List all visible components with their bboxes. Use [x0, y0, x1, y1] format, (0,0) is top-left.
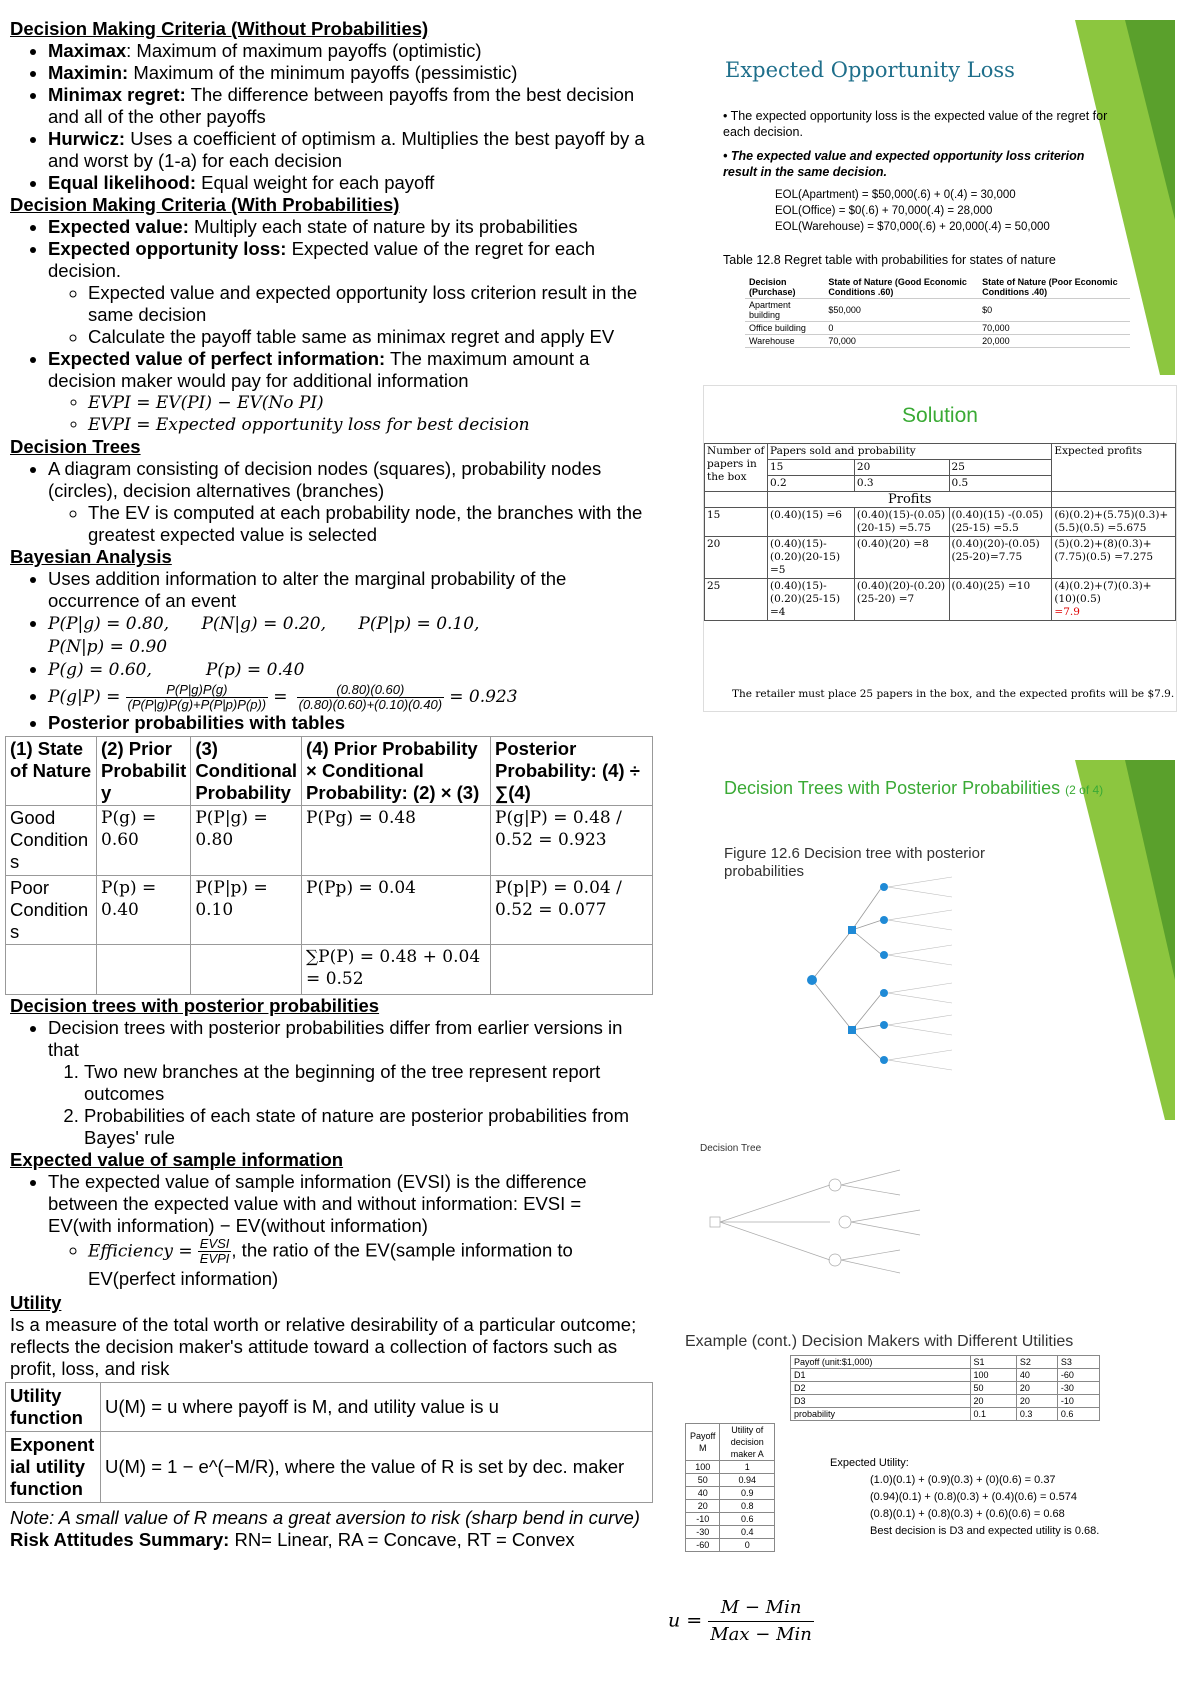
heading-evsi: Expected value of sample information [10, 1149, 344, 1170]
table-cell: D1 [791, 1369, 971, 1382]
utility-text: Is a measure of the total worth or relative desirability of a particular outcome; reflects the decision maker's attitude toward a collection of factors such as profit, loss, and risk [10, 1314, 637, 1379]
table-cell: P(Pg) = 0.48 [302, 806, 491, 876]
table-cell: -30 [686, 1526, 720, 1539]
table-cell: P(P|g) = 0.80 [191, 806, 302, 876]
table-cell: (0.40)(20) =8 [854, 537, 949, 579]
list-item: 1. Two new branches at the beginning of the tree represent report outcomes [84, 1061, 650, 1105]
table-cell: (0.40)(20)-(0.05)(25-20)=7.75 [949, 537, 1052, 579]
table-cell: 25 [949, 460, 1052, 476]
table-cell: 20 [970, 1395, 1016, 1408]
table-cell [97, 945, 191, 995]
table-cell: 15 [705, 508, 768, 537]
table-cell: (0.40)(15)-(0.20)(25-15) =4 [768, 579, 855, 621]
posterior-table [5, 736, 653, 995]
table-cell: $0 [978, 299, 1130, 322]
slide-title: Solution [902, 404, 978, 427]
table-cell: Utility of decision maker A [720, 1424, 775, 1461]
table-cell: 20 [1016, 1395, 1057, 1408]
list-item: ◦ Expected value and expected opportunity loss criterion result in the same decision [88, 282, 650, 326]
slide-footnote: The retailer must place 25 papers in the box, and the expected profits will be $7.9. [732, 688, 1175, 700]
utility-table [5, 1382, 653, 1503]
list-item: • Expected opportunity loss: Expected value of the regret for each decision. ◦ Expected value and expected opportunity loss criterion result in the same decision ◦ Calculate the payoff table same as minimax regret and apply EV [48, 238, 650, 348]
table-cell: 25 [705, 579, 768, 621]
table-cell: 0.6 [1057, 1408, 1099, 1421]
table-cell: P(p) = 0.40 [97, 876, 191, 945]
list-item: • P(g) = 0.60, P(p) = 0.40 [48, 658, 650, 681]
table-header: (4) Prior Probability × Conditional Probability: (2) × (3) [302, 737, 491, 806]
heading-posterior-trees: Decision trees with posterior probabilities [10, 995, 380, 1016]
table-cell: -60 [686, 1539, 720, 1552]
table-header: (1) State of Nature [6, 737, 97, 806]
table-cell: -30 [1057, 1382, 1099, 1395]
table-cell: (0.40)(20)-(0.20)(25-20) =7 [854, 579, 949, 621]
table-cell: (0.40)(15)-(0.20)(20-15) =5 [768, 537, 855, 579]
table-cell: P(g|P) = 0.48 / 0.52 = 0.923 [491, 806, 653, 876]
list-item: • Maximin: Maximum of the minimum payoffs (pessimistic) [48, 62, 650, 84]
list-item: • Posterior probabilities with tables [48, 712, 650, 734]
posterior-ordered [10, 1061, 650, 1149]
table-cell: 20 [705, 537, 768, 579]
heading-without-prob: Decision Making Criteria (Without Probabilities) [10, 18, 429, 39]
table-cell: 50 [970, 1382, 1016, 1395]
table-cell: Expected profits [1052, 444, 1176, 492]
payoff-table [790, 1355, 1100, 1421]
table-cell: 20 [854, 460, 949, 476]
list-item: • Expected value of perfect information: The maximum amount a decision maker would pay for additional information ◦ EVPI = EV(PI) − EV(No PI) ◦ EVPI = Expected opportunity loss for best decision [48, 348, 650, 436]
table-cell: (5)(0.2)+(8)(0.3)+(7.75)(0.5) =7.275 [1052, 537, 1176, 579]
list-item: ◦ The EV is computed at each probability node, the branches with the greatest expected value is selected [88, 502, 650, 546]
table-cell: 15 [768, 460, 855, 476]
table-cell: (0.40)(15) =6 [768, 508, 855, 537]
table-cell: 0.8 [720, 1500, 775, 1513]
criteria-list [10, 40, 650, 194]
table-cell: 40 [1016, 1369, 1057, 1382]
eol-equation: EOL(Apartment) = $50,000(.6) + 0(.4) = 30,000 [775, 189, 1016, 201]
table-cell: 0.5 [949, 476, 1052, 492]
table-cell: ∑P(P) = 0.48 + 0.04 = 0.52 [302, 945, 491, 995]
regret-table [745, 276, 1130, 348]
posterior-list [10, 1017, 650, 1061]
table-cell: 70,000 [978, 322, 1130, 335]
heading-with-prob: Decision Making Criteria (With Probabilities) [10, 194, 400, 215]
table-header: (2) Prior Probabilit y [97, 737, 191, 806]
eu-line: (1.0)(0.1) + (0.9)(0.3) + (0)(0.6) = 0.37 [870, 1474, 1056, 1486]
risk-summary: Risk Attitudes Summary: RN= Linear, RA = Concave, RT = Convex [10, 1529, 575, 1550]
list-item: 2. Probabilities of each state of nature are posterior probabilities from Bayes' rule [84, 1105, 650, 1149]
figure-caption: Figure 12.6 Decision tree with posterior probabilities [724, 845, 985, 880]
table-cell: P(Pp) = 0.04 [302, 876, 491, 945]
list-item: • A diagram consisting of decision nodes (squares), probability nodes (circles), decision alternatives (branches) ◦ The EV is computed at each probability node, the branches with the greatest expected value is selected [48, 458, 650, 546]
table-cell: Warehouse [745, 335, 824, 348]
table-cell: 0.3 [854, 476, 949, 492]
table-cell: 0.1 [970, 1408, 1016, 1421]
solution-table [704, 443, 1176, 621]
table-header: (3) Conditional Probability [191, 737, 302, 806]
decision-tree-sketch [700, 1155, 1100, 1285]
table-cell: 20 [1016, 1382, 1057, 1395]
table-cell: Office building [745, 322, 824, 335]
table-cell: 0.2 [768, 476, 855, 492]
list-item: • Expected value: Multiply each state of nature by its probabilities [48, 216, 650, 238]
heading-decision-trees: Decision Trees [10, 436, 141, 457]
evpi-formula-2: ◦ EVPI = Expected opportunity loss for best decision [88, 414, 650, 436]
trees-list [10, 458, 650, 546]
table-cell: Number of papers in the box [705, 444, 768, 492]
table-caption: Table 12.8 Regret table with probabilities for states of nature [723, 253, 1056, 267]
table-cell: probability [791, 1408, 971, 1421]
table-cell: Apartment building [745, 299, 824, 322]
list-item: • Uses addition information to alter the marginal probability of the occurrence of an event [48, 568, 650, 612]
table-cell: P(P|p) = 0.10 [191, 876, 302, 945]
heading-bayesian: Bayesian Analysis [10, 546, 172, 567]
table-cell: U(M) = 1 − e^(−M/R), where the value of R is set by dec. maker [101, 1432, 653, 1503]
slide-decoration [1055, 760, 1175, 1120]
table-cell: (6)(0.2)+(5.75)(0.3)+(5.5)(0.5) =5.675 [1052, 508, 1176, 537]
bayes-formula: • P(g|P) = $\frac{P(P|g)P(g)}{(P(P|g)P(g)+P(P|p)P(p))}$ = $\frac{(0.80)(0.60)}{(0.80)(0.60)+(0.10)(0.40)}$ = 0.923 [48, 681, 650, 712]
table-cell [491, 945, 653, 995]
list-item: ◦ Calculate the payoff table same as minimax regret and apply EV [88, 326, 650, 348]
table-cell: -10 [686, 1513, 720, 1526]
table-cell: S2 [1016, 1356, 1057, 1369]
table-cell: P(g) = 0.60 [97, 806, 191, 876]
table-cell: Exponent ial utility function [6, 1432, 101, 1503]
list-item: • Hurwicz: Uses a coefficient of optimism a. Multiplies the best payoff by a and worst by (1-a) for each decision [48, 128, 650, 172]
notes-column [10, 18, 650, 1551]
slide-title: Example (cont.) Decision Makers with Different Utilities [685, 1333, 1074, 1350]
table-cell: (0.40)(15)-(0.05)(20-15) =5.75 [854, 508, 949, 537]
list-item: • P(P|g) = 0.80, P(N|g) = 0.20, P(P|p) = 0.10, P(N|p) = 0.90 [48, 612, 650, 658]
table-cell: Payoff M [686, 1424, 720, 1461]
table-cell: 0.9 [720, 1487, 775, 1500]
table-cell: 20 [686, 1500, 720, 1513]
eol-equation: EOL(Office) = $0(.6) + 70,000(.4) = 28,000 [775, 205, 993, 217]
table-cell: -10 [1057, 1395, 1099, 1408]
table-cell: 20,000 [978, 335, 1130, 348]
table-cell: D3 [791, 1395, 971, 1408]
table-header: Posterior Probability: (4) ÷ ∑(4) [491, 737, 653, 806]
list-item: • The expected value of sample information (EVSI) is the difference between the expected value with and without information: EVSI = EV(with information) − EV(without information) ◦ Efficiency = $\frac{\text{EVSI}}{\text{EVPI}}$ , the ratio of the EV(sample information to EV(perfect information) [48, 1171, 650, 1292]
slide-decision-tree-small [700, 1140, 1100, 1290]
decision-tree-diagram [802, 875, 1062, 1115]
table-cell: 100 [686, 1461, 720, 1474]
list-item: • Minimax regret: The difference between payoffs from the best decision and all of the other payoffs [48, 84, 650, 128]
table-cell [6, 945, 97, 995]
list-item: • Decision trees with posterior probabilities differ from earlier versions in that [48, 1017, 650, 1061]
table-cell: S1 [970, 1356, 1016, 1369]
table-cell: Decision (Purchase) [745, 276, 824, 299]
expected-utility-block [830, 1455, 1099, 1540]
slide-solution [703, 385, 1177, 712]
table-cell: U(M) = u where payoff is M, and utility value is u [101, 1383, 653, 1432]
with-prob-list [10, 216, 650, 436]
eol-equation: EOL(Warehouse) = $70,000(.6) + 20,000(.4) = 50,000 [775, 221, 1050, 233]
evsi-list [10, 1171, 650, 1292]
table-cell [191, 945, 302, 995]
table-cell: Utility function [6, 1383, 101, 1432]
table-cell: Papers sold and probability [768, 444, 1052, 460]
table-cell: 0.4 [720, 1526, 775, 1539]
table-cell: 0.3 [1016, 1408, 1057, 1421]
eu-title: Expected Utility: [830, 1457, 909, 1469]
slide-eol [695, 20, 1175, 375]
bayes-list [10, 568, 650, 734]
table-cell: 70,000 [824, 335, 978, 348]
eu-line: (0.94)(0.1) + (0.8)(0.3) + (0.4)(0.6) = 0.574 [870, 1491, 1077, 1503]
efficiency-formula: ◦ Efficiency = $\frac{\text{EVSI}}{\text{EVPI}}$ , the ratio of the EV(sample information to EV(perfect information) [88, 1237, 650, 1292]
table-cell: 0.6 [720, 1513, 775, 1526]
slide-title: Decision Trees with Posterior Probabilities (2 of 4) [724, 778, 1104, 798]
table-cell: P(p|P) = 0.04 / 0.52 = 0.077 [491, 876, 653, 945]
eu-line: Best decision is D3 and expected utility is 0.68. [870, 1525, 1100, 1537]
evpi-formula: ◦ EVPI = EV(PI) − EV(No PI) [88, 392, 650, 414]
table-cell: 0 [720, 1539, 775, 1552]
list-item: • Maximax: Maximum of maximum payoffs (optimistic) [48, 40, 650, 62]
table-cell: 100 [970, 1369, 1016, 1382]
table-cell: (0.40)(25) =10 [949, 579, 1052, 621]
table-cell: 1 [720, 1461, 775, 1474]
table-cell: (4)(0.2)+(7)(0.3)+(10)(0.5) =7.9 [1052, 579, 1176, 621]
table-cell: S3 [1057, 1356, 1099, 1369]
slide-title: Expected Opportunity Loss [725, 58, 1015, 82]
slide-bullet: • The expected opportunity loss is the expected value of the regret for each decision. [723, 109, 1108, 139]
table-cell: $50,000 [824, 299, 978, 322]
slide-title: Decision Tree [700, 1143, 762, 1154]
table-cell: Poor Condition s [6, 876, 97, 945]
table-cell: Profits [768, 492, 1052, 508]
table-cell: D2 [791, 1382, 971, 1395]
slide-bullet: • The expected value and expected opportunity loss criterion result in the same decision. [723, 149, 1085, 179]
risk-note: Note: A small value of R means a great aversion to risk (sharp bend in curve) [10, 1507, 640, 1528]
list-item: • Equal likelihood: Equal weight for each payoff [48, 172, 650, 194]
table-cell: 40 [686, 1487, 720, 1500]
eu-line: (0.8)(0.1) + (0.8)(0.3) + (0.6)(0.6) = 0.68 [870, 1508, 1065, 1520]
table-cell: Payoff (unit:$1,000) [791, 1356, 971, 1369]
table-cell: Good Condition s [6, 806, 97, 876]
table-cell: State of Nature (Good Economic Conditions .60) [824, 276, 978, 299]
table-cell: -60 [1057, 1369, 1099, 1382]
heading-utility: Utility [10, 1292, 62, 1313]
slide-utilities [685, 1325, 1185, 1595]
utility-lookup-table [685, 1423, 775, 1552]
table-cell: 0 [824, 322, 978, 335]
slide-tree [712, 760, 1175, 1120]
table-cell: 50 [686, 1474, 720, 1487]
table-cell: (0.40)(15) -(0.05)(25-15) =5.5 [949, 508, 1052, 537]
utility-normalization-formula: u = $\frac{\text{M − Min}}{\text{Max − Min}}$ [668, 1595, 814, 1648]
table-cell: State of Nature (Poor Economic Conditions .40) [978, 276, 1130, 299]
table-cell: 0.94 [720, 1474, 775, 1487]
